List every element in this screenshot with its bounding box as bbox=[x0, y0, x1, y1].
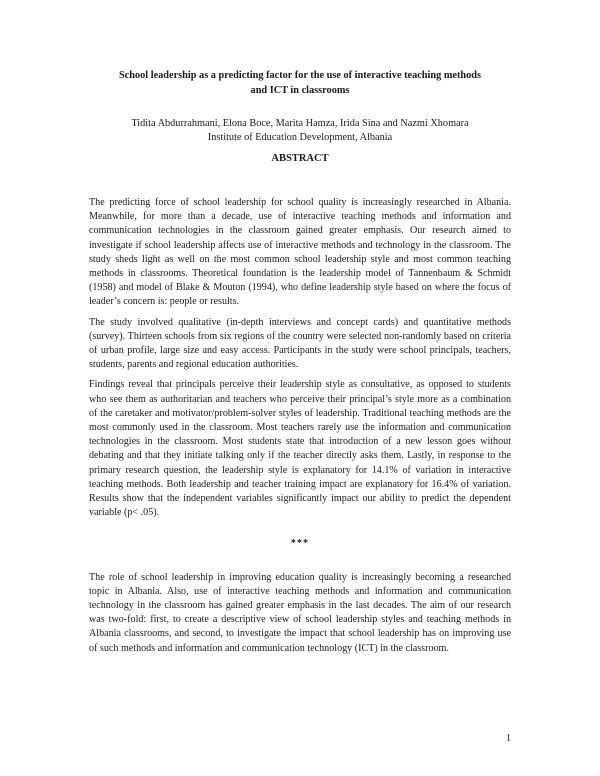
body-text bbox=[89, 196, 511, 662]
author-list: Tidita Abdurrahmani, Elona Boce, Marita Hamza, Irida Sina and Nazmi Xhomara bbox=[131, 118, 469, 129]
paper-title bbox=[80, 68, 520, 98]
affiliation: Institute of Education Development, Albania bbox=[207, 132, 393, 143]
author-block bbox=[60, 117, 540, 145]
abstract-paragraph: Findings reveal that principals perceive their leadership style as consultative, as opposed to students who see them as authoritarian and teachers who perceive their principal’s style more as a combination of the caretaker and motivator/problem-solver styles of leadership. Traditional teaching methods are the most commonly used in the classroom. Most teachers rarely use the information and communication technologies in the classroom. Most students state that introduction of a new lesson goes without debating and that they initiate talking only if the teacher directly asks them. Lastly, in response to the primary research question, the leadership style is explanatory for 14.1% of variation in interactive teaching methods. Both leadership and teacher training impact are explanatory for 16.4% of variation. Results show that the independent variables significantly impact our ability to predict the dependent variable (p< .05). bbox=[89, 379, 511, 519]
section-separator: *** bbox=[290, 538, 310, 550]
abstract-paragraph: The predicting force of school leadership for school quality is increasingly researched in Albania. Meanwhile, for more than a decade, use of interactive teaching methods and information and communication technologies in the classroom gained greater emphasis. Our research aimed to investigate if school leadership affects use of interactive methods and technology in the classroom. The study sheds light as well on the most common school leadership style and most common teaching methods in classrooms. Theoretical foundation is the leadership model of Tannenbaum & Schmidt (1958) and model of Blake & Mouton (1994), who define leadership style based on where the focus of leader’s concern is: people or results. bbox=[89, 197, 511, 308]
abstract-paragraph: The study involved qualitative (in-depth interviews and concept cards) and quantitative methods (survey). Thirteen schools from six regions of the country were selected non-randomly based on criteria of urban profile, large size and easy access. Participants in the study were school principals, teachers, students, parents and regional education authorities. bbox=[89, 316, 511, 371]
paper-title-line-2: and ICT in classrooms bbox=[250, 85, 350, 96]
page-number: 1 bbox=[506, 733, 511, 744]
intro-paragraph: The role of school leadership in improving education quality is increasingly becoming a researched topic in Albania. Also, use of interactive teaching methods and information and communication technology in the classroom has gained greater emphasis in the last decades. The aim of our research was two-fold: first, to create a descriptive view of school leadership styles and teaching methods in Albania classrooms, and second, to investigate the impact that school leadership has on improving use of such methods and information and communication technology (ICT) in the classroom. bbox=[89, 571, 511, 654]
paper-title-line-1: School leadership as a predicting factor for the use of interactive teaching methods bbox=[118, 70, 482, 81]
abstract-heading: ABSTRACT bbox=[271, 153, 329, 164]
